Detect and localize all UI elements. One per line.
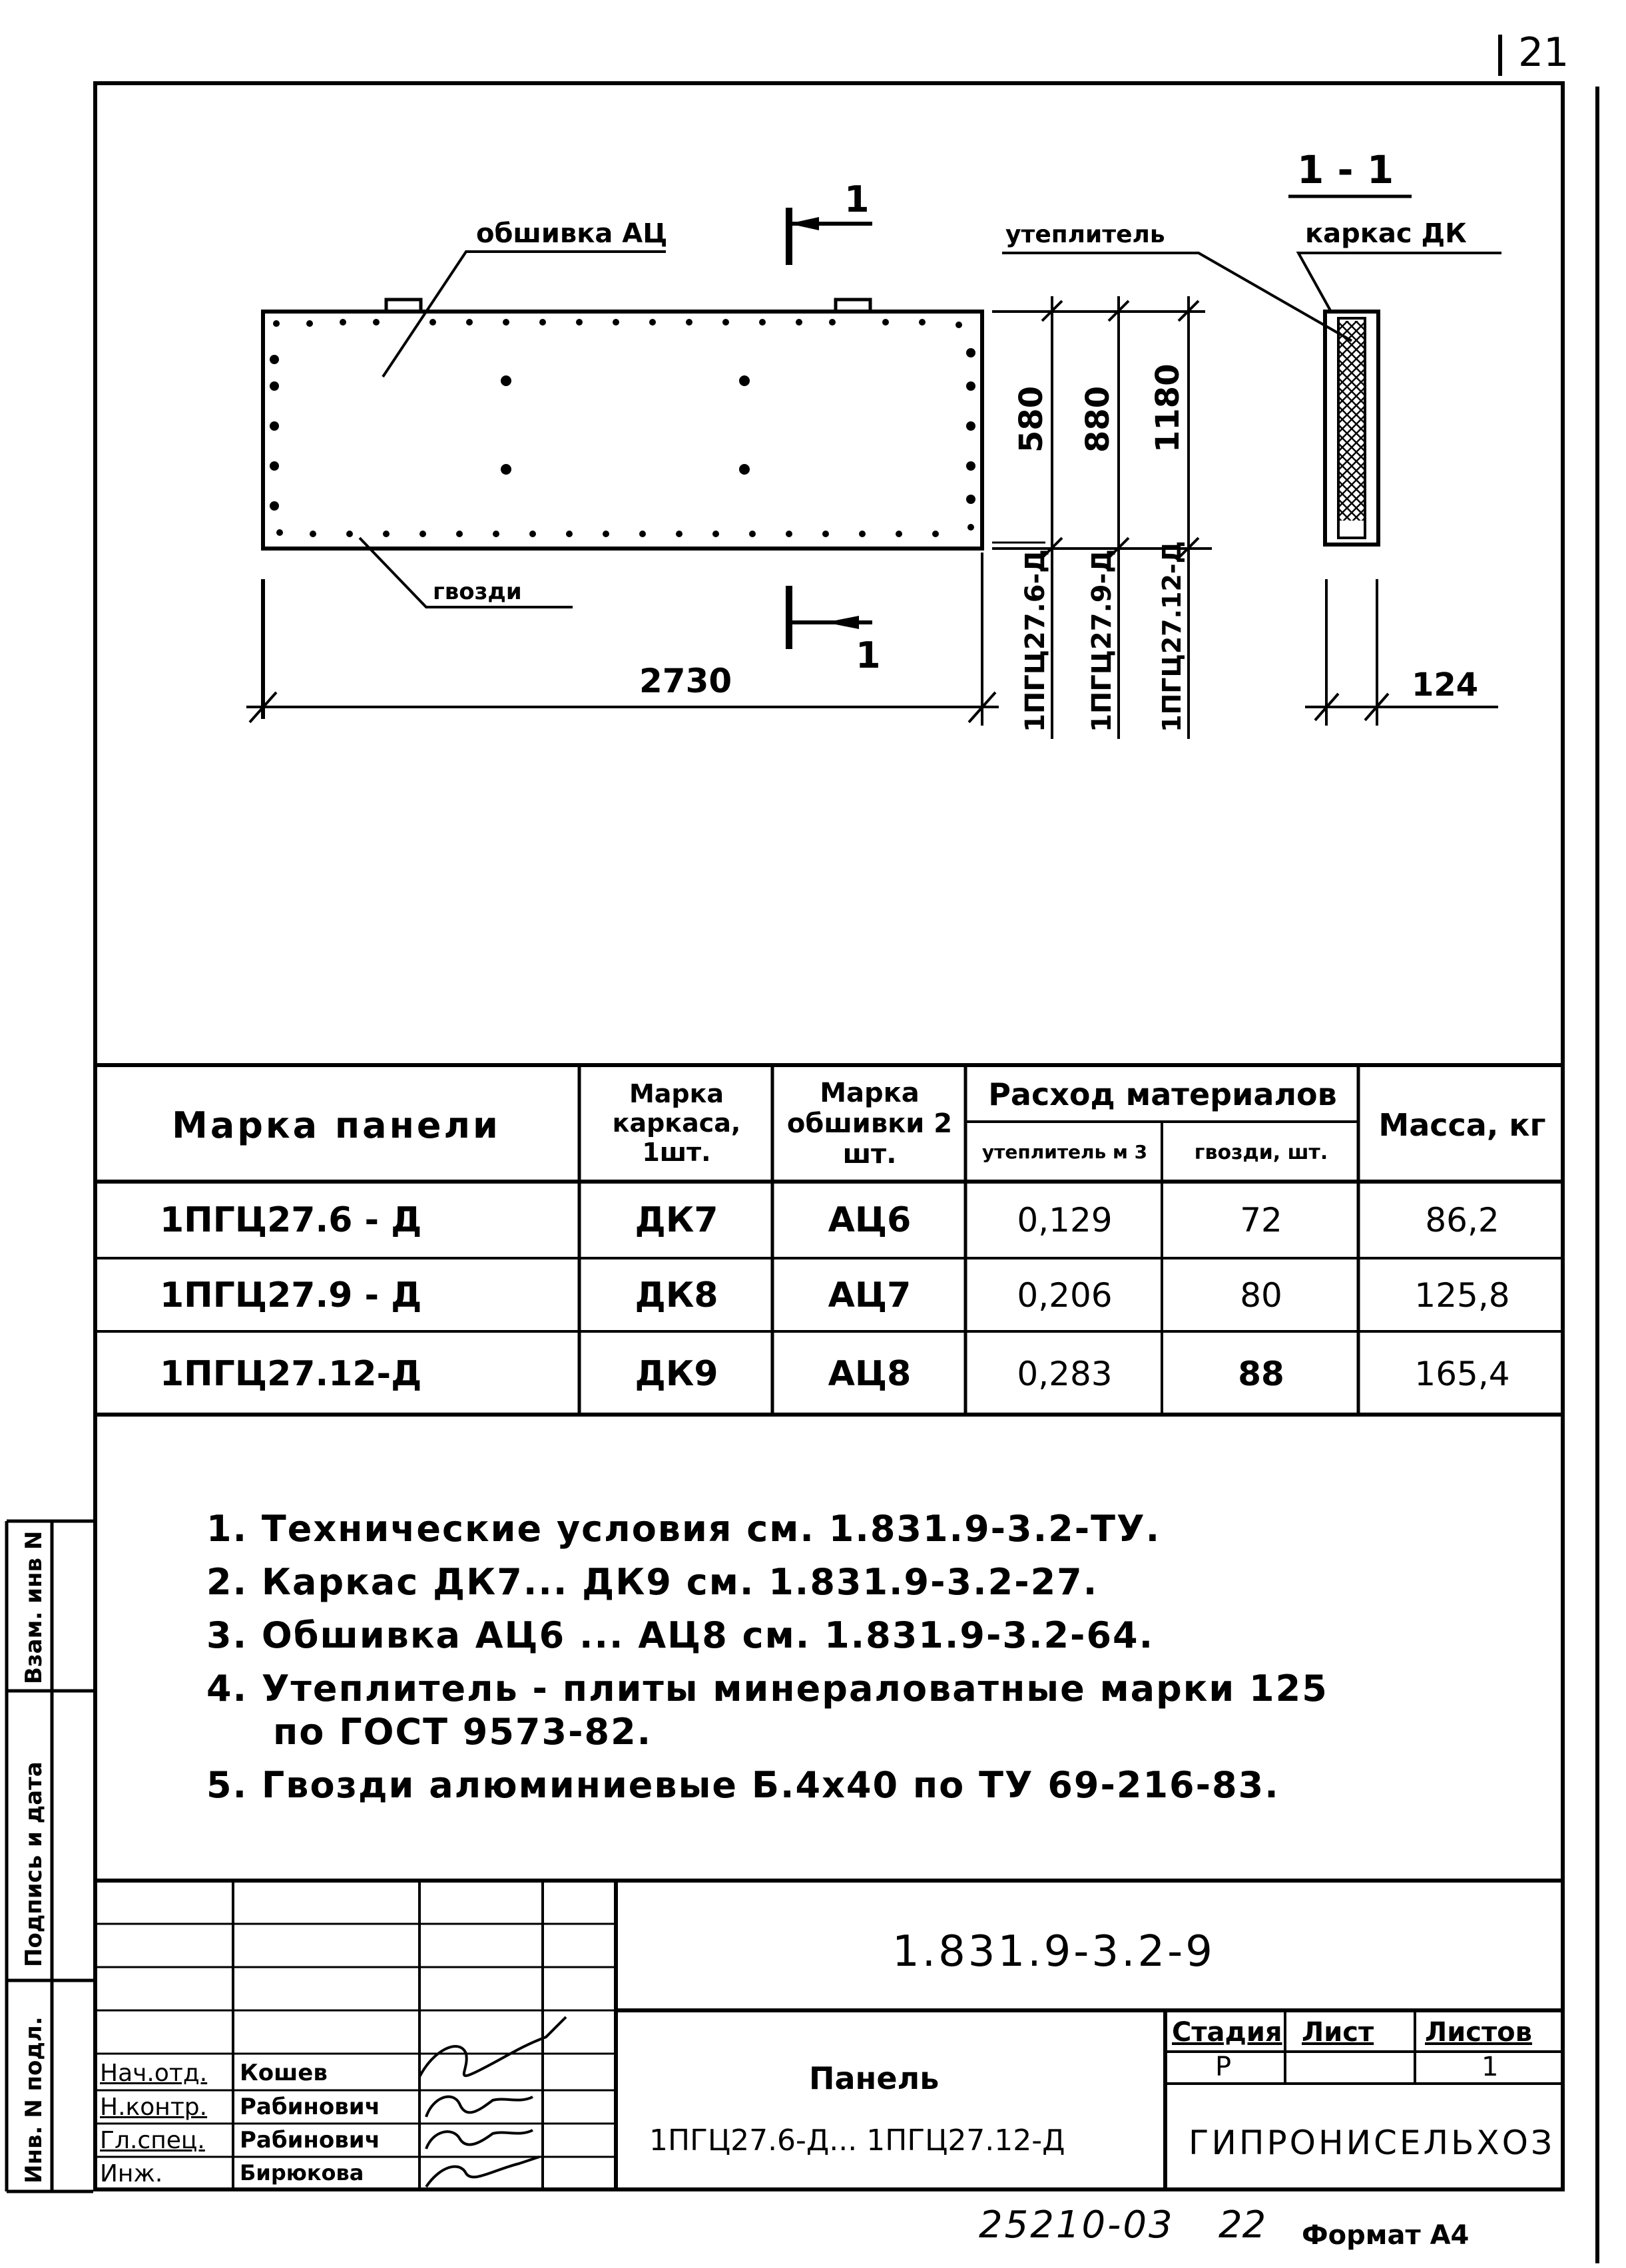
role-4: Инж. bbox=[100, 2160, 163, 2187]
organization: ГИПРОНИСЕЛЬХОЗ bbox=[1189, 2124, 1555, 2162]
row1-frame: ДК7 bbox=[635, 1200, 718, 1240]
panel-code-2: 1ПГЦ27.9-Д bbox=[1087, 549, 1117, 732]
note-5: 5. Гвозди алюминиевые Б.4х40 по ТУ 69-216-83. bbox=[206, 1764, 1280, 1806]
section-mark-bottom-label: 1 bbox=[856, 634, 881, 676]
section-mark-top-label: 1 bbox=[844, 178, 870, 220]
row2-panel: 1ПГЦ27.9 - Д bbox=[160, 1275, 422, 1315]
row2-nails: 80 bbox=[1240, 1275, 1282, 1315]
th-frame: Марка каркаса, 1шт. bbox=[612, 1079, 741, 1167]
doc-code: 1.831.9-3.2-9 bbox=[892, 1927, 1215, 1976]
th-insulation: утеплитель м 3 bbox=[981, 1140, 1148, 1163]
side-stamp-sign: Подпись и дата bbox=[21, 1761, 47, 1967]
name-1: Кошев bbox=[240, 2060, 328, 2086]
dim-h2-label: 880 bbox=[1079, 385, 1117, 453]
side-stamp-replace: Взам. инв N bbox=[21, 1530, 47, 1684]
row2-cladding: АЦ7 bbox=[828, 1275, 912, 1315]
row3-insulation: 0,283 bbox=[1017, 1355, 1113, 1393]
stage-value: Р bbox=[1215, 2052, 1232, 2082]
row3-mass: 165,4 bbox=[1414, 1355, 1510, 1393]
name-2: Рабинович bbox=[240, 2094, 380, 2120]
th-nails: гвозди, шт. bbox=[1194, 1140, 1328, 1164]
row1-cladding: АЦ6 bbox=[828, 1200, 912, 1240]
row2-insulation: 0,206 bbox=[1017, 1275, 1113, 1315]
panel-code-1: 1ПГЦ27.6-Д bbox=[1020, 549, 1051, 732]
label-insulation: утеплитель bbox=[1005, 221, 1165, 248]
row3-panel: 1ПГЦ27.12-Д bbox=[160, 1354, 422, 1394]
note-4: 4. Утеплитель - плиты минераловатные марки 125 bbox=[206, 1668, 1328, 1709]
role-1: Нач.отд. bbox=[100, 2060, 208, 2087]
dim-h3-label: 1180 bbox=[1149, 363, 1187, 453]
dim-length-label: 2730 bbox=[639, 662, 732, 700]
title-name-line2: 1ПГЦ27.6-Д... 1ПГЦ27.12-Д bbox=[649, 2124, 1065, 2157]
note-3: 3. Обшивка АЦ6 ... АЦ8 см. 1.831.9-3.2-64. bbox=[206, 1614, 1155, 1656]
th-cladding: Марка обшивки 2 шт. bbox=[786, 1078, 953, 1170]
row1-panel: 1ПГЦ27.6 - Д bbox=[160, 1200, 422, 1240]
side-stamp-inv: Инв. N подл. bbox=[21, 2016, 47, 2183]
dim-thickness-label: 124 bbox=[1412, 666, 1479, 704]
title-name-line1: Панель bbox=[809, 2060, 940, 2096]
label-nails: гвозди bbox=[433, 578, 522, 605]
dim-h1-label: 580 bbox=[1013, 385, 1050, 453]
sheet-header: Лист bbox=[1302, 2017, 1374, 2048]
row1-insulation: 0,129 bbox=[1017, 1200, 1113, 1240]
role-3: Гл.спец. bbox=[100, 2127, 205, 2154]
sheets-value: 1 bbox=[1482, 2052, 1499, 2082]
format-label: Формат А4 bbox=[1302, 2220, 1470, 2251]
row3-nails: 88 bbox=[1238, 1355, 1284, 1393]
sheet-code: 22 bbox=[1219, 2203, 1266, 2247]
row3-cladding: АЦ8 bbox=[828, 1354, 912, 1394]
row1-nails: 72 bbox=[1240, 1200, 1282, 1240]
note-4-cont: по ГОСТ 9573-82. bbox=[273, 1711, 653, 1753]
th-panel: Марка панели bbox=[172, 1104, 501, 1146]
name-3: Рабинович bbox=[240, 2127, 380, 2154]
note-1: 1. Технические условия см. 1.831.9-3.2-ТУ. bbox=[206, 1508, 1161, 1550]
stage-header: Стадия bbox=[1172, 2017, 1282, 2048]
row2-mass: 125,8 bbox=[1414, 1275, 1510, 1315]
row2-frame: ДК8 bbox=[635, 1275, 718, 1315]
label-frame: каркас ДК bbox=[1305, 218, 1467, 249]
th-mass: Масса, кг bbox=[1378, 1106, 1546, 1143]
role-2: Н.контр. bbox=[100, 2094, 208, 2121]
name-4: Бирюкова bbox=[240, 2160, 364, 2185]
row3-frame: ДК9 bbox=[635, 1354, 718, 1394]
row1-mass: 86,2 bbox=[1425, 1200, 1499, 1240]
sheets-header: Листов bbox=[1425, 2017, 1532, 2048]
section-title: 1 - 1 bbox=[1297, 147, 1394, 192]
note-2: 2. Каркас ДК7... ДК9 см. 1.831.9-3.2-27. bbox=[206, 1561, 1099, 1603]
page-number: 21 bbox=[1518, 29, 1569, 76]
panel-code-3: 1ПГЦ27.12-Д bbox=[1157, 541, 1187, 732]
label-cladding: обшивка АЦ bbox=[476, 218, 668, 249]
th-materials: Расход материалов bbox=[988, 1076, 1337, 1112]
archive-number: 25210-03 bbox=[979, 2203, 1175, 2247]
